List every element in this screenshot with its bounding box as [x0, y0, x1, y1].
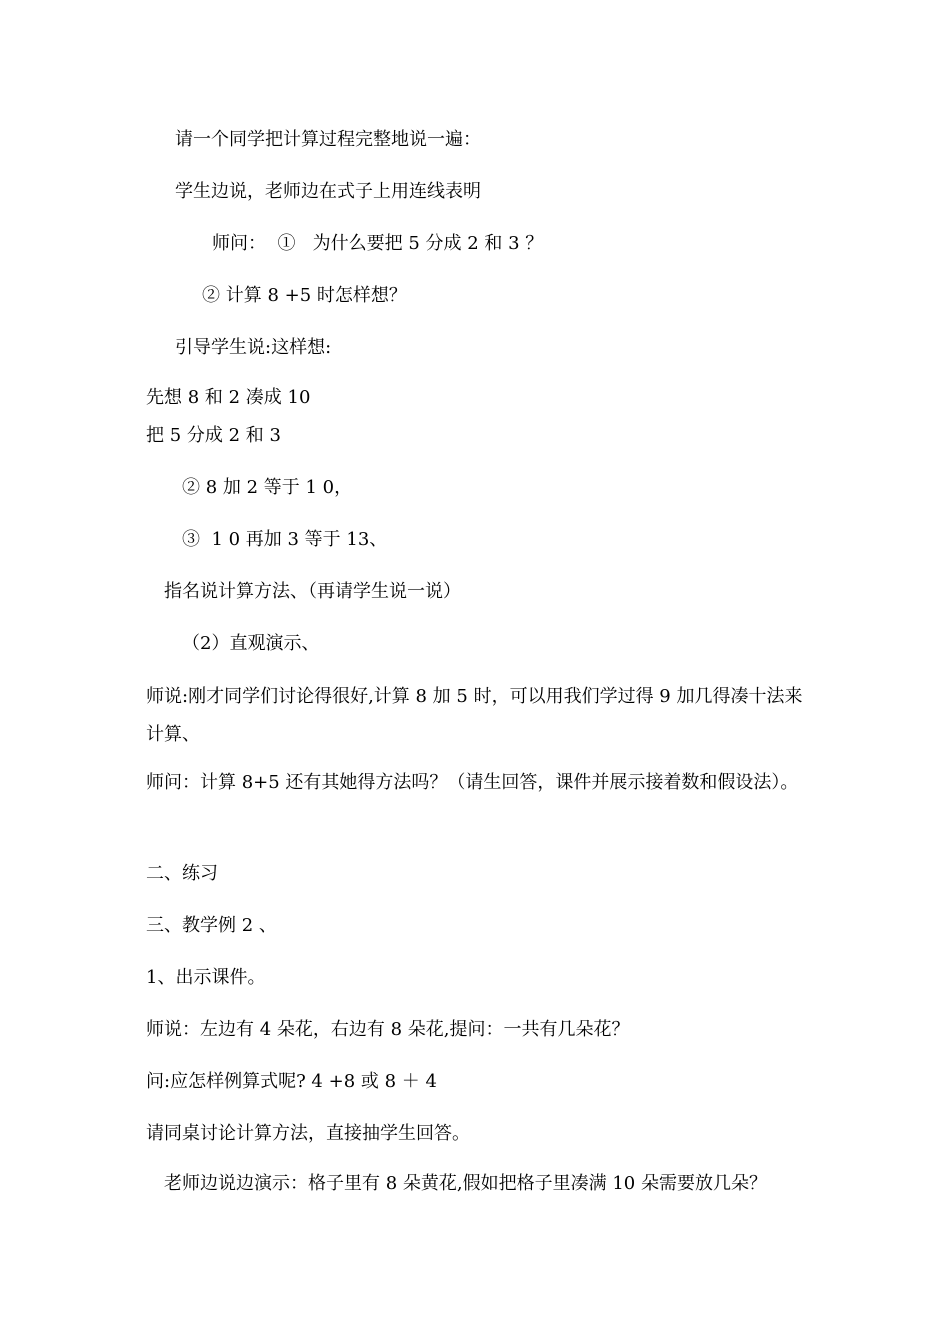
text-line-17: 师说：左边有 4 朵花，右边有 8 朵花,提问：一共有几朵花？ — [146, 1019, 630, 1040]
text-line-9: ③ 1 0 再加 3 等于 13、 — [182, 529, 388, 550]
text-line-8: ② 8 加 2 等于 1 0， — [182, 477, 353, 498]
section-heading-practice: 二、练习 — [146, 863, 218, 884]
section-heading-example: 三、教学例 2 、 — [146, 915, 277, 936]
text-line-5: 引导学生说:这样想: — [175, 337, 332, 358]
text-line-10: 指名说计算方法、（再请学生说一说） — [164, 581, 461, 602]
text-line-4: ② 计算 8 +5 时怎样想？ — [202, 285, 407, 306]
text-line-19: 请同桌讨论计算方法，直接抽学生回答。 — [146, 1123, 470, 1144]
text-line-11: （2）直观演示、 — [182, 633, 320, 654]
text-line-6: 先想 8 和 2 凑成 10 — [146, 387, 311, 408]
text-paragraph-1: 师说:刚才同学们讨论得很好,计算 8 加 5 时，可以用我们学过得 9 加几得凑十法来计算、 — [146, 686, 803, 745]
text-paragraph-2: 师问：计算 8+5 还有其她得方法吗？（请生回答，课件并展示接着数和假设法）。 — [146, 772, 799, 793]
text-line-1: 请一个同学把计算过程完整地说一遍： — [175, 129, 481, 150]
text-line-2: 学生边说，老师边在式子上用连线表明 — [175, 181, 481, 202]
text-line-3: 师问： ① 为什么要把 5 分成 2 和 3 ？ — [212, 233, 544, 254]
text-line-7: 把 5 分成 2 和 3 — [146, 425, 281, 446]
text-line-16: 1、出示课件。 — [146, 967, 266, 988]
text-line-18: 问:应怎样例算式呢? 4 +8 或 8 ＋ 4 — [146, 1071, 437, 1092]
text-line-20: 老师边说边演示：格子里有 8 朵黄花,假如把格子里凑满 10 朵需要放几朵？ — [164, 1173, 767, 1194]
